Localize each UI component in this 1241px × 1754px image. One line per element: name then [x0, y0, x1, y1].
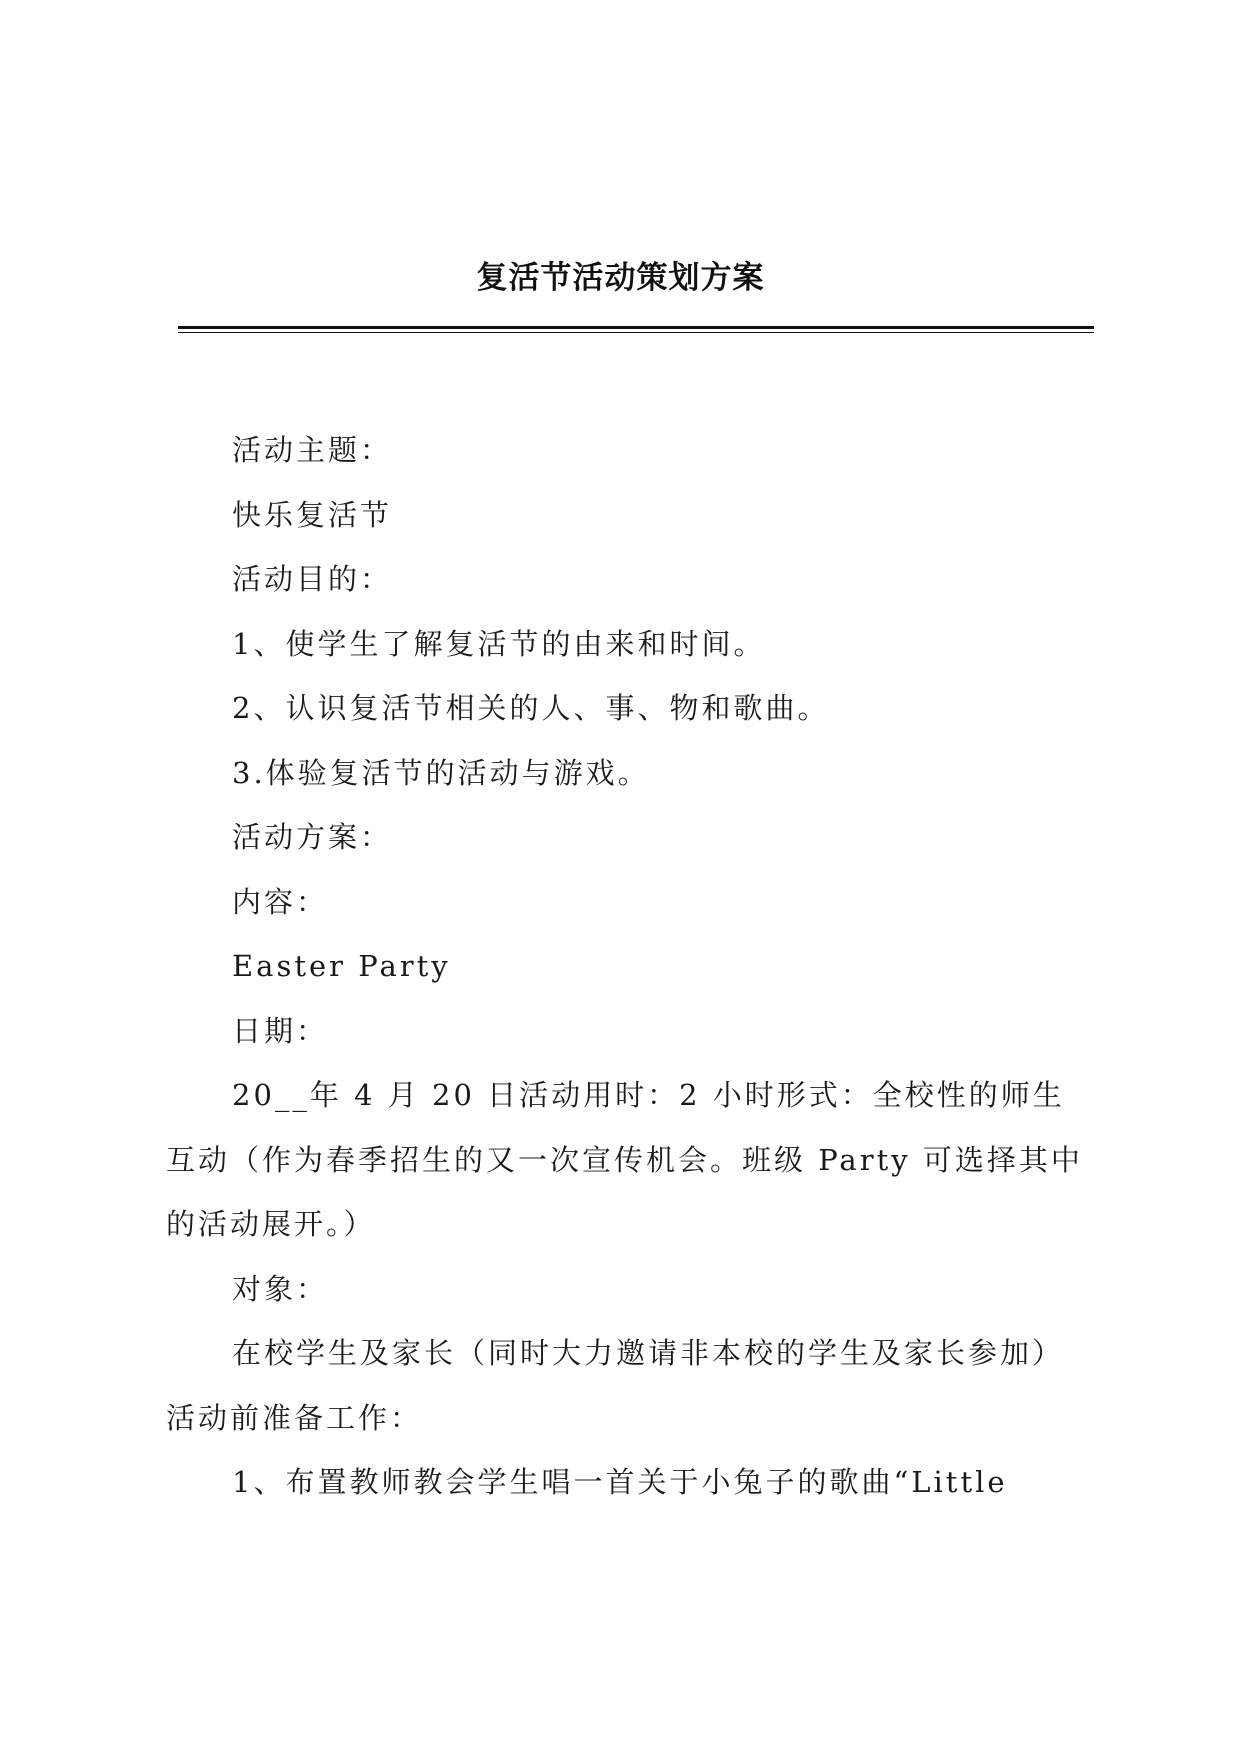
paragraph-audience-heading: 对象： — [232, 1271, 329, 1306]
document-title: 复活节活动策划方案 — [476, 260, 765, 296]
paragraph-theme: 快乐复活节 — [232, 497, 393, 532]
paragraph-purpose-2: 2、认识复活节相关的人、事、物和歌曲。 — [232, 691, 830, 725]
paragraph-purpose-3: 3.体验复活节的活动与游戏。 — [232, 755, 650, 790]
title-divider-thin — [178, 332, 1094, 333]
paragraph-content: Easter Party — [232, 949, 451, 983]
document-body — [166, 418, 1096, 1515]
paragraph-prep-heading: 活动前准备工作： — [166, 1400, 423, 1435]
paragraph-plan-heading: 活动方案： — [232, 820, 393, 854]
paragraph-date: 20__年 4 月 20 日活动用时：2 小时形式：全校性的师生互动（作为春季招生的又一次宣传机会。班级 Party 可选择其中的活动展开。） — [166, 1078, 1083, 1241]
title-divider-thick — [178, 326, 1094, 329]
paragraph-purpose-heading: 活动目的： — [232, 562, 393, 596]
paragraph-audience: 在校学生及家长（同时大力邀请非本校的学生及家长参加） — [232, 1336, 1065, 1370]
paragraph-prep-1: 1、布置教师教会学生唱一首关于小兔子的歌曲“Little — [232, 1465, 1008, 1499]
paragraph-content-heading: 内容： — [232, 884, 329, 919]
paragraph-theme-heading: 活动主题： — [232, 433, 393, 467]
paragraph-purpose-1: 1、使学生了解复活节的由来和时间。 — [232, 626, 766, 661]
paragraph-date-heading: 日期： — [232, 1013, 329, 1048]
